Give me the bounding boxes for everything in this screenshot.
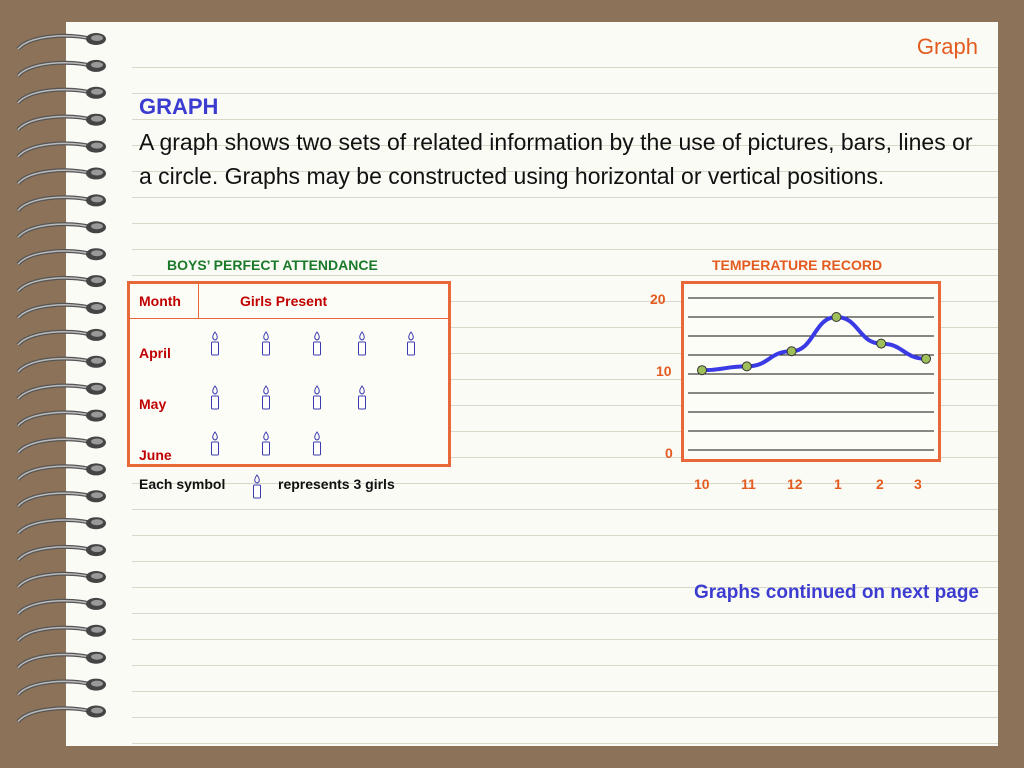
header-divider <box>130 318 448 319</box>
month-column-header: Month <box>139 293 181 309</box>
spiral-ring <box>18 652 106 668</box>
spiral-ring <box>18 517 106 533</box>
pictograph-title: BOYS’ PERFECT ATTENDANCE <box>167 257 378 273</box>
candle-icon <box>260 331 272 357</box>
data-point-10 <box>698 366 707 375</box>
spiral-ring <box>18 679 106 695</box>
key-suffix: represents 3 girls <box>278 476 395 492</box>
spiral-ring <box>18 383 106 399</box>
candle-icon <box>311 331 323 357</box>
spiral-ring <box>18 248 106 264</box>
section-heading: GRAPH <box>139 94 219 119</box>
spiral-ring <box>18 221 106 237</box>
spiral-ring <box>18 490 106 506</box>
row-label-june: June <box>139 447 172 463</box>
candle-icon <box>405 331 417 357</box>
spiral-binding <box>0 22 120 746</box>
candle-icon <box>251 474 263 500</box>
spiral-ring <box>18 87 106 103</box>
spiral-ring <box>18 33 106 49</box>
spiral-ring <box>18 302 106 318</box>
y-tick-20: 20 <box>650 291 666 307</box>
spiral-ring <box>18 706 106 722</box>
column-divider <box>198 284 199 318</box>
spiral-ring <box>18 168 106 184</box>
data-point-2 <box>877 339 886 348</box>
temperature-chart-title: TEMPERATURE RECORD <box>712 257 883 273</box>
y-tick-10: 10 <box>656 363 672 379</box>
data-point-1 <box>832 313 841 322</box>
candle-icon <box>209 431 221 457</box>
candle-icon <box>311 385 323 411</box>
spiral-ring <box>18 571 106 587</box>
candle-icon <box>260 385 272 411</box>
row-label-may: May <box>139 396 167 412</box>
data-point-11 <box>742 362 751 371</box>
data-point-12 <box>787 347 796 356</box>
key-prefix: Each symbol <box>139 476 226 492</box>
spiral-ring <box>18 141 106 157</box>
spiral-ring <box>18 598 106 614</box>
x-tick-label: 2 <box>876 476 884 492</box>
spiral-ring <box>18 194 106 210</box>
spiral-ring <box>18 544 106 560</box>
pictograph-table <box>127 281 451 467</box>
x-tick-label: 3 <box>914 476 922 492</box>
spiral-ring <box>18 60 106 76</box>
spiral-ring <box>18 437 106 453</box>
x-tick-label: 1 <box>834 476 842 492</box>
candle-icon <box>311 431 323 457</box>
spiral-ring <box>18 356 106 372</box>
y-tick-0: 0 <box>665 445 673 461</box>
temperature-series-line <box>702 317 926 370</box>
spiral-ring <box>18 114 106 130</box>
girls-present-column-header: Girls Present <box>240 293 328 309</box>
slide-title: Graph <box>916 34 978 59</box>
continued-note: Graphs continued on next page <box>693 582 979 603</box>
spiral-ring <box>18 463 106 479</box>
line-chart-svg <box>684 284 938 459</box>
candle-icon <box>356 385 368 411</box>
spiral-ring <box>18 410 106 426</box>
candle-icon <box>356 331 368 357</box>
temperature-line-chart <box>681 281 941 462</box>
spiral-ring <box>18 329 106 345</box>
x-tick-label: 11 <box>741 476 756 492</box>
x-tick-label: 10 <box>694 476 710 492</box>
spiral-ring <box>18 275 106 291</box>
description-text: A graph shows two sets of related information by the use of pictures, bars, lines or a circle. Graphs may be constructed using horizontal or vertical positions. <box>139 129 973 189</box>
candle-icon <box>209 385 221 411</box>
candle-icon <box>260 431 272 457</box>
candle-icon <box>209 331 221 357</box>
spiral-ring <box>18 625 106 641</box>
row-label-april: April <box>139 345 171 361</box>
data-point-3 <box>922 354 931 363</box>
x-tick-label: 12 <box>787 476 803 492</box>
